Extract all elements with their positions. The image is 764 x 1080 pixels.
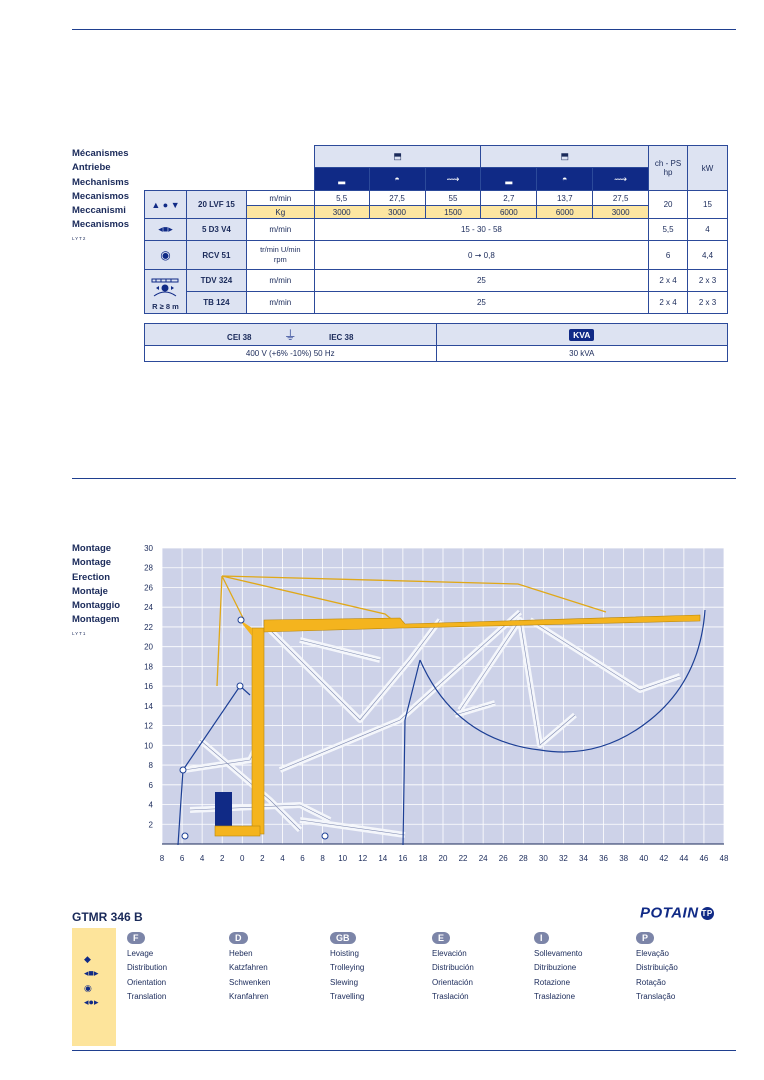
legend-french [127, 932, 167, 1005]
hoist-mechanism-name: 20 LVF 15 [186, 191, 246, 219]
legend-spanish [432, 932, 474, 1005]
title-de: Antriebe [72, 162, 111, 174]
x-tick-label: 30 [538, 854, 548, 863]
travel-brake-kw: 2 x 3 [688, 292, 728, 314]
legend-term: Hoisting [330, 949, 359, 958]
legend-term: Distribution [127, 963, 168, 973]
hoist-load: 1500 [425, 206, 481, 219]
hoist-icon: ▲ ● ▼ [145, 191, 187, 219]
legend-term: Elevação [636, 949, 669, 958]
legend-term: Rotação [636, 977, 666, 987]
hoist-legend-icon: ◆ [84, 954, 91, 964]
trolley-kw: 4 [688, 219, 728, 241]
travel-kw: 2 x 3 [688, 270, 728, 292]
legend-english [330, 932, 364, 1005]
travel-brake-name: TB 124 [186, 292, 246, 314]
x-tick-label: 32 [558, 854, 568, 863]
legend-term: Kranfahren [229, 992, 269, 1002]
title-fr: Montage [72, 543, 112, 554]
x-tick-label: 12 [358, 854, 368, 863]
legend-term: Orientación [432, 977, 473, 987]
supply-voltage: 400 V (+6% -10%) 50 Hz [145, 346, 437, 362]
hoist-speed: 2,7 [481, 191, 537, 206]
legend-term: Ditribuzione [534, 963, 577, 973]
brand-badge: TP [701, 908, 713, 918]
legend-term: Slewing [330, 977, 359, 987]
pivot-point [182, 833, 188, 839]
x-tick-label: 34 [579, 854, 588, 863]
bottom-rule [72, 1050, 736, 1051]
potain-logo [640, 904, 714, 922]
fast-speed-icon: ⟿ [425, 168, 481, 191]
slewing-legend-icon: ◉ [84, 982, 92, 993]
title-de: Montage [72, 557, 112, 569]
x-tick-label: 16 [398, 854, 408, 863]
title-fr: Mécanismes [72, 148, 129, 159]
travel-radius-label: R ≥ 8 m [152, 302, 179, 311]
legend-term: Orientation [127, 977, 167, 987]
hoist-load: 6000 [481, 206, 537, 219]
legend-term: Distribuição [636, 963, 678, 973]
legend-icons [84, 952, 98, 1010]
travel-value: 25 [314, 270, 648, 292]
legend-german [229, 932, 270, 1005]
y-tick-label: 24 [144, 603, 153, 613]
x-tick-label: 6 [300, 854, 305, 863]
title-en: Erection [72, 571, 111, 583]
title-it: Montaggio [72, 600, 121, 612]
slewing-ps: 6 [649, 241, 688, 270]
trolley-icon: ◂■▸ [145, 219, 187, 241]
x-tick-label: 48 [719, 854, 729, 863]
y-tick-label: 10 [144, 741, 153, 751]
x-axis-labels [160, 854, 729, 863]
model-title: GTMR 346 B [72, 910, 143, 924]
x-tick-label: 22 [458, 854, 468, 863]
x-tick-label: 38 [619, 854, 629, 863]
travel-legend-icon: ◂●▸ [84, 997, 99, 1008]
power-kw-header: kW [688, 146, 728, 191]
legend-portuguese [636, 932, 678, 1005]
legend-term: Distribución [432, 963, 474, 973]
hoist-load: 6000 [537, 206, 593, 219]
lang-badge: P [636, 932, 654, 944]
crane-mast [252, 628, 264, 834]
x-tick-label: 6 [179, 854, 185, 863]
hoist-speed: 55 [425, 191, 481, 206]
slewing-unit: tr/min U/min rpm [246, 241, 314, 270]
plug-icon: ⏚ [283, 328, 297, 343]
double-fall-hook-icon: ⬒ [481, 146, 649, 168]
legend-term: Elevación [432, 949, 467, 958]
erection-code: LYT1 [72, 630, 87, 636]
trolley-value: 15 - 30 - 58 [314, 219, 648, 241]
slewing-icon: ◉ [145, 241, 187, 270]
travel-unit: m/min [246, 270, 314, 292]
x-tick-label: 0 [240, 854, 245, 863]
legend-term: Translation [127, 992, 167, 1002]
legend-term: Sollevamento [534, 949, 583, 958]
mechanisms-code: LYT2 [72, 235, 87, 241]
title-it: Meccanismi [72, 205, 126, 217]
y-tick-label: 2 [148, 820, 153, 830]
lang-badge: I [534, 932, 549, 944]
slow-speed-icon: ▂ [481, 168, 537, 191]
legend-term: Traslazione [534, 992, 576, 1002]
pivot-point [237, 683, 243, 689]
legend-term: Translação [636, 992, 676, 1002]
legend-term: Schwenken [229, 977, 271, 987]
legend-term: Travelling [330, 992, 365, 1002]
x-tick-label: 46 [699, 854, 709, 863]
legend-term: Katzfahren [229, 963, 268, 973]
y-tick-label: 28 [144, 563, 153, 573]
medium-speed-icon: ◓ [537, 168, 593, 191]
x-tick-label: 44 [679, 854, 689, 863]
hoist-ps: 20 [649, 191, 688, 219]
y-tick-label: 12 [144, 721, 153, 731]
hoist-load: 3000 [314, 206, 369, 219]
pivot-point [180, 767, 186, 773]
x-tick-label: 2 [219, 854, 225, 863]
x-tick-label: 36 [599, 854, 609, 863]
x-tick-label: 14 [378, 854, 388, 863]
legend-term: Rotazione [534, 977, 571, 987]
travel-ps: 2 x 4 [649, 270, 688, 292]
y-tick-label: 26 [144, 583, 153, 593]
y-tick-label: 18 [144, 662, 153, 672]
y-tick-label: 20 [144, 642, 153, 652]
x-tick-label: 24 [478, 854, 488, 863]
x-tick-label: 10 [338, 854, 348, 863]
hoist-speed-unit: m/min [246, 191, 314, 206]
y-tick-label: 16 [144, 682, 153, 692]
title-en: Mechanisms [72, 176, 130, 188]
title-pt: Mecanismos [72, 219, 130, 231]
travel-mechanism-name: TDV 324 [186, 270, 246, 292]
kva-badge: KVA [569, 329, 594, 341]
trolley-unit: m/min [246, 219, 314, 241]
y-tick-label: 30 [144, 544, 153, 553]
cei-standard: CEI 38 [227, 333, 252, 342]
crane-base [215, 826, 260, 836]
ballast-block [215, 792, 232, 828]
trolley-ps: 5,5 [649, 219, 688, 241]
brand-name: POTAIN [640, 904, 699, 922]
legend-term: Levage [127, 949, 154, 958]
medium-speed-icon: ◓ [369, 168, 425, 191]
title-pt: Montagem [72, 614, 120, 626]
title-es: Montaje [72, 585, 108, 597]
trolley-mechanism-name: 5 D3 V4 [186, 219, 246, 241]
slow-speed-icon: ▂ [314, 168, 369, 191]
hoist-load: 3000 [369, 206, 425, 219]
travel-brake-ps: 2 x 4 [649, 292, 688, 314]
hoist-load-unit: Kg [246, 206, 314, 219]
hoist-speed: 13,7 [537, 191, 593, 206]
x-tick-label: 4 [199, 854, 205, 863]
y-tick-label: 14 [144, 701, 153, 711]
power-kva: 30 kVA [436, 346, 727, 362]
x-tick-label: 18 [418, 854, 428, 863]
title-es: Mecanismos [72, 190, 130, 202]
hoist-speed: 27,5 [369, 191, 425, 206]
y-axis-labels [144, 544, 153, 829]
x-tick-label: 20 [438, 854, 448, 863]
hoist-load: 3000 [593, 206, 649, 219]
slewing-kw: 4,4 [688, 241, 728, 270]
travel-brake-unit: m/min [246, 292, 314, 314]
lang-badge: E [432, 932, 450, 944]
legend-term: Trolleying [330, 963, 365, 973]
x-tick-label: 26 [498, 854, 508, 863]
lang-badge: D [229, 932, 248, 944]
x-tick-label: 8 [320, 854, 325, 863]
hoist-speed: 5,5 [314, 191, 369, 206]
pivot-point [322, 833, 328, 839]
y-tick-label: 4 [148, 800, 153, 810]
fast-speed-icon: ⟿ [593, 168, 649, 191]
y-tick-label: 8 [148, 761, 153, 771]
pivot-point [238, 617, 244, 623]
x-tick-label: 4 [280, 854, 285, 863]
slewing-mechanism-name: RCV 51 [186, 241, 246, 270]
single-fall-hook-icon: ⬒ [314, 146, 481, 168]
x-tick-label: 42 [659, 854, 669, 863]
lang-badge: F [127, 932, 145, 944]
hoist-kw: 15 [688, 191, 728, 219]
x-tick-label: 2 [260, 854, 265, 863]
x-tick-label: 40 [639, 854, 649, 863]
lang-badge: GB [330, 932, 356, 944]
x-tick-label: 8 [159, 854, 165, 863]
legend-term: Traslación [432, 992, 469, 1002]
y-tick-label: 6 [148, 780, 153, 790]
iec-standard: IEC 38 [329, 333, 354, 342]
hoist-speed: 27,5 [593, 191, 649, 206]
legend-term: Heben [229, 949, 253, 958]
power-ps-header: ch - PS hp [649, 146, 688, 191]
x-tick-label: 28 [518, 854, 528, 863]
legend-italian [534, 932, 582, 1005]
slewing-value: 0 ➞ 0,8 [314, 241, 648, 270]
y-tick-label: 22 [144, 622, 153, 632]
travel-brake-value: 25 [314, 292, 648, 314]
trolley-legend-icon: ◂■▸ [84, 968, 99, 979]
